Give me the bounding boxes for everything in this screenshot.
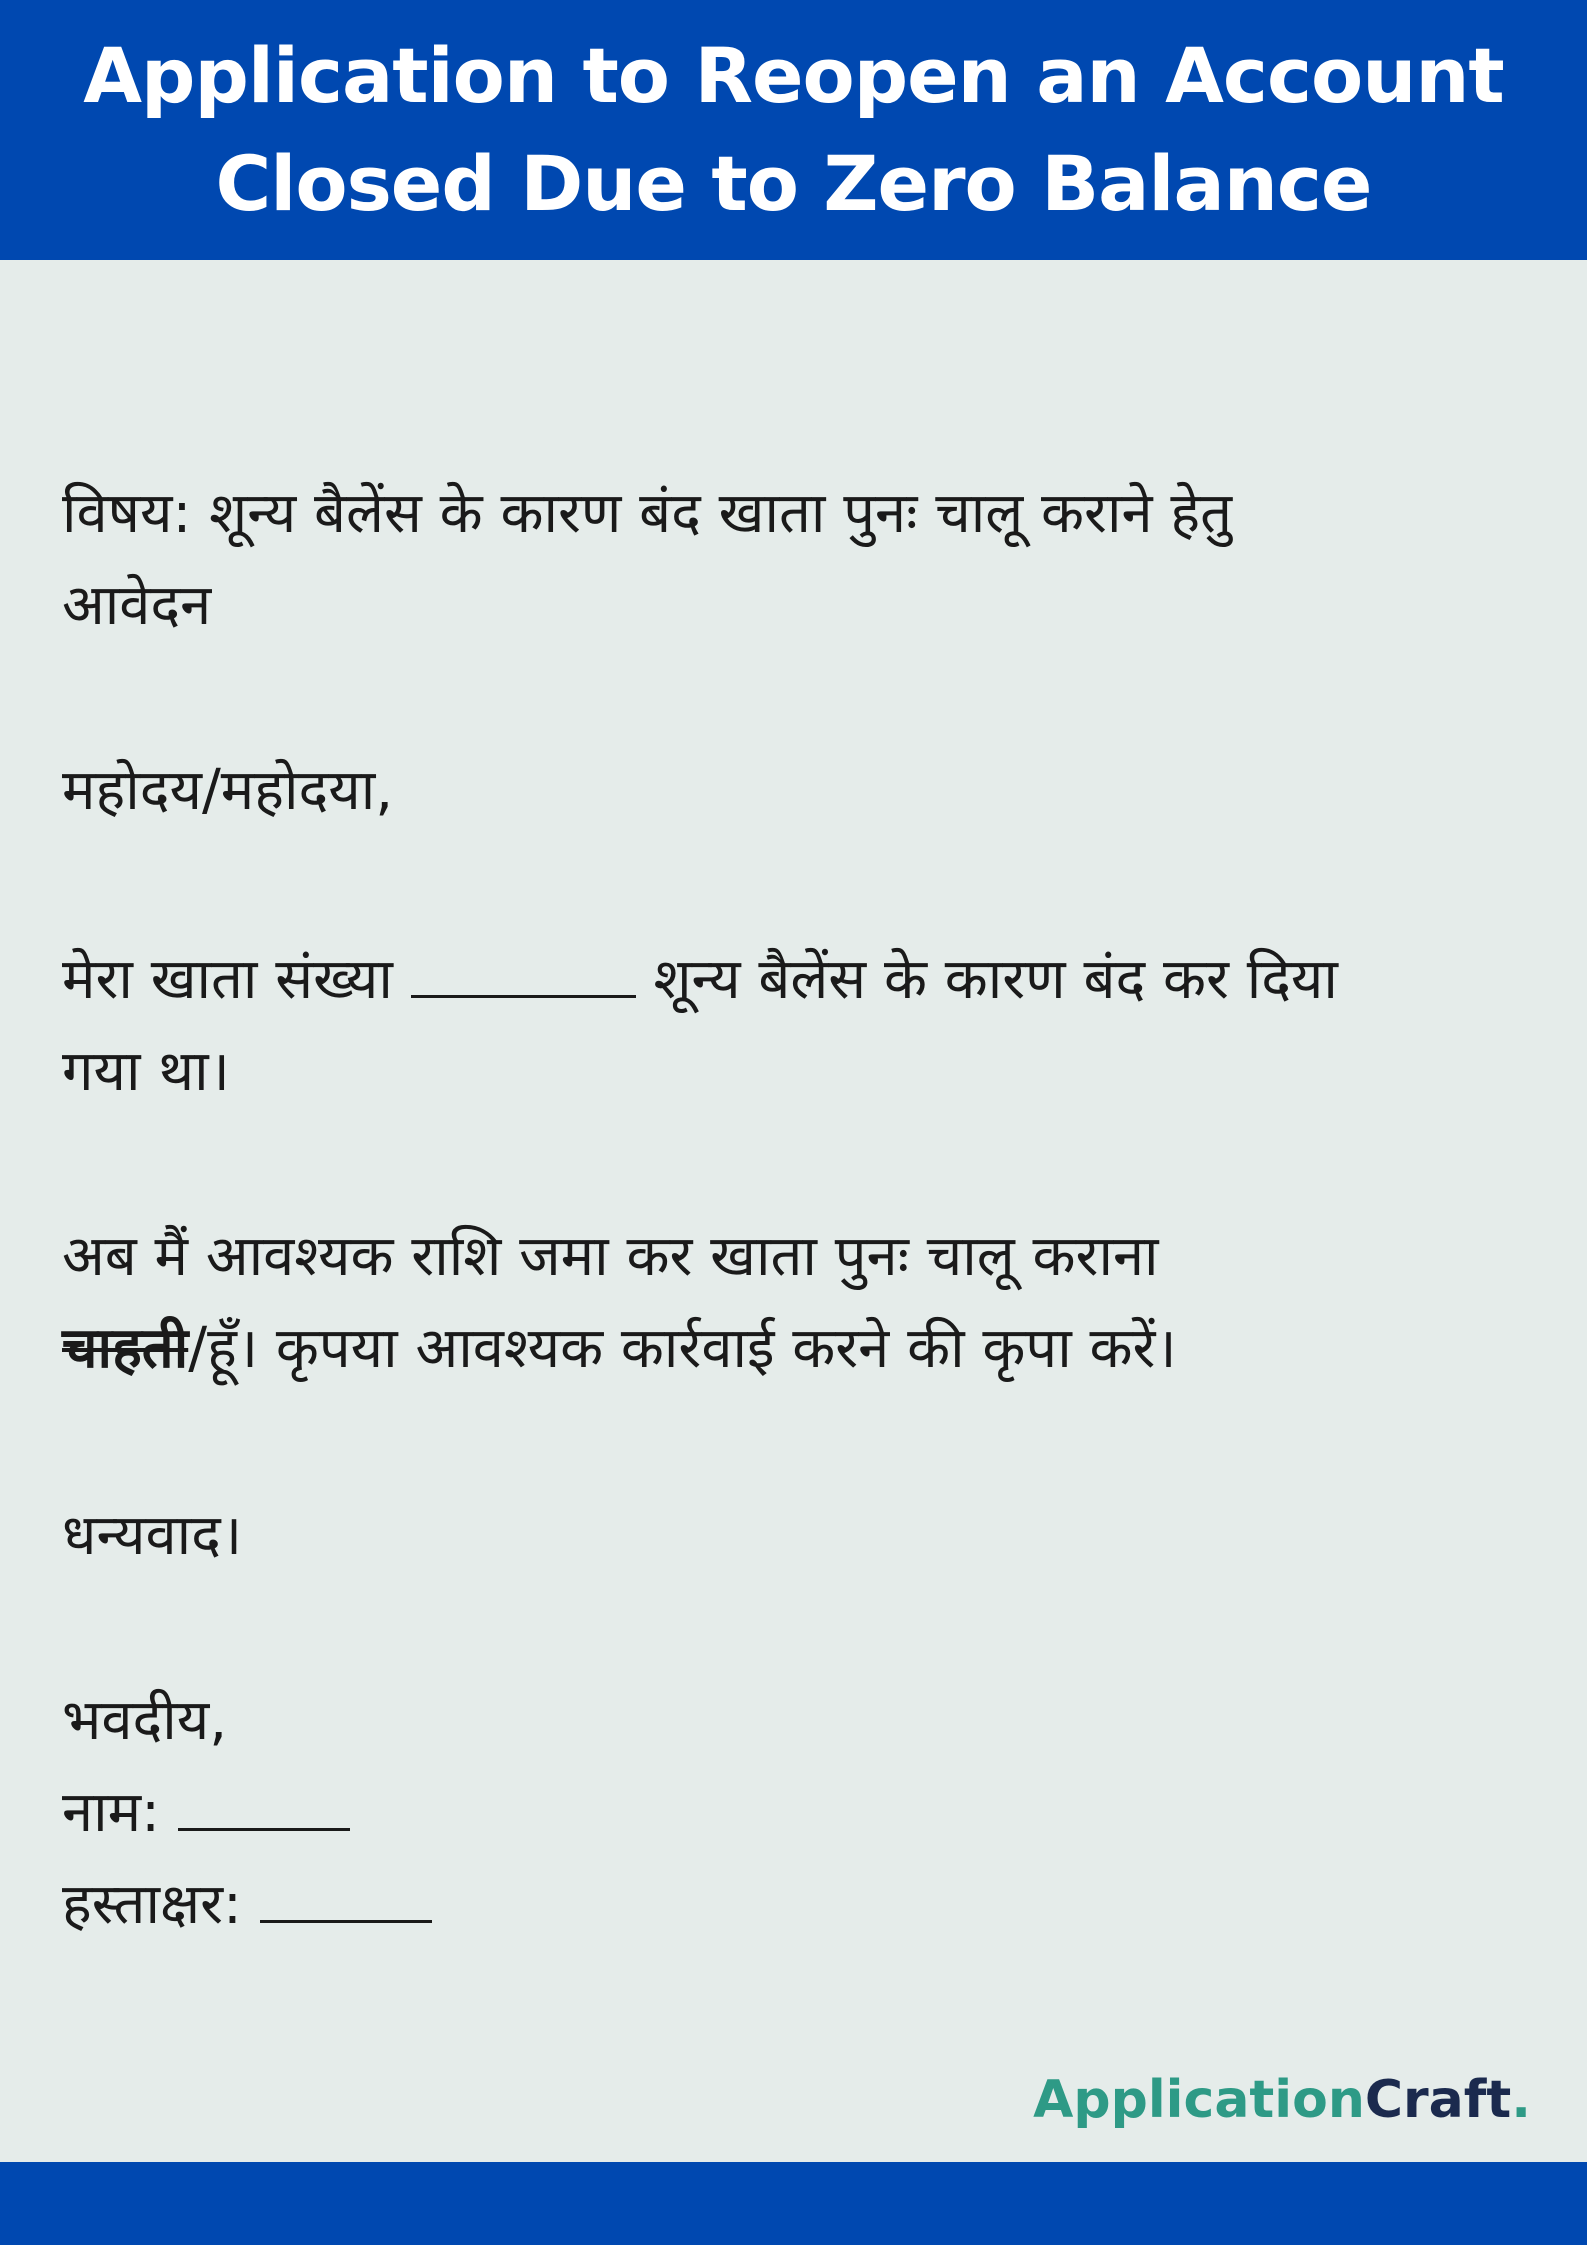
- paragraph-1-suffix: शून्य बैलेंस के कारण बंद कर दिया: [653, 947, 1338, 1012]
- paragraph-2-line-1: अब मैं आवश्यक राशि जमा कर खाता पुनः चालू कराना: [62, 1224, 1159, 1289]
- name-line: [62, 1767, 1522, 1859]
- paragraph-1-line-1: [62, 934, 1522, 1026]
- paragraph-2-rest: /हूँ। कृपया आवश्यक कार्रवाई करने की कृपा करें।: [188, 1316, 1177, 1381]
- brand-dot: .: [1511, 2070, 1531, 2130]
- signature-line: [62, 1859, 1522, 1951]
- title-line-2: Closed Due to Zero Balance: [215, 139, 1372, 228]
- subject-line-2: आवेदन: [62, 573, 212, 638]
- signature-blank[interactable]: [260, 1868, 432, 1923]
- title-line-1: Application to Reopen an Account: [83, 31, 1504, 120]
- closing: भवदीय,: [62, 1688, 228, 1753]
- salutation: महोदय/महोदया,: [62, 758, 394, 823]
- paragraph-1-line-2: गया था।: [62, 1039, 230, 1104]
- thanks: धन्यवाद।: [62, 1503, 243, 1568]
- signature-label: हस्ताक्षर:: [62, 1872, 242, 1937]
- account-number-blank[interactable]: [411, 943, 636, 998]
- paragraph-2-line-2: [62, 1303, 1522, 1395]
- brand-part-2: Craft: [1364, 2070, 1512, 2130]
- name-label: नाम:: [62, 1780, 160, 1845]
- header-banner: [0, 0, 1587, 260]
- struck-word: चाहती: [62, 1316, 189, 1381]
- account-number-label: मेरा खाता संख्या: [62, 947, 393, 1012]
- subject-line-1: विषय: शून्य बैलेंस के कारण बंद खाता पुनः चालू कराने हेतु: [62, 481, 1232, 546]
- brand-logo: [1033, 2070, 1531, 2130]
- name-blank[interactable]: [178, 1776, 350, 1831]
- brand-part-1: Application: [1033, 2070, 1365, 2130]
- footer-bar: [0, 2162, 1587, 2245]
